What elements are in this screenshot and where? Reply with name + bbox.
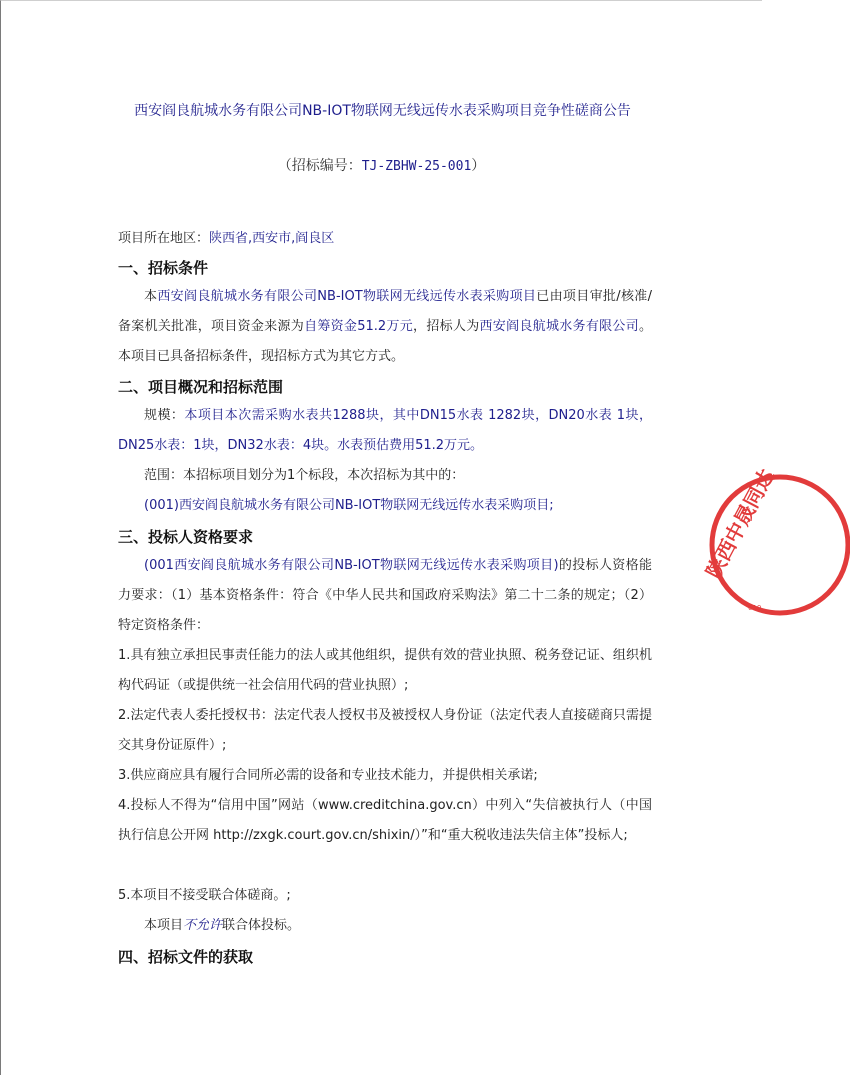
section-1-paragraph	[118, 282, 652, 372]
s3-intro-text: 的投标人资格能力要求：（1）基本资格条件：符合《中华人民共和国政府采购法》第二十二条的规定；（2）特定资格条件：	[118, 558, 652, 633]
s1-text-a: 本	[144, 289, 158, 304]
seal-icon	[700, 460, 850, 630]
section-2-range: 范围：本招标项目划分为1个标段，本次招标为其中的：	[144, 468, 465, 483]
joint-bid-line	[118, 911, 652, 941]
region-label: 项目所在地区：	[118, 231, 210, 246]
bid-code-prefix: （招标编号：	[277, 158, 362, 174]
s1-text-c: 已由项目审批/核准/备案机关批准，项目资金来源为	[118, 289, 652, 334]
company-seal	[700, 460, 779, 630]
joint-c: 联合体投标。	[222, 918, 301, 933]
section-3-intro	[118, 551, 652, 641]
scale-label: 规模：	[144, 408, 185, 423]
s1-tenderer: 西安阎良航城水务有限公司	[479, 319, 639, 334]
section-heading-4: 四、招标文件的获取	[118, 948, 254, 966]
s1-funding: 自筹资金51.2万元	[304, 319, 414, 334]
s3-intro-project: (001西安阎良航城水务有限公司NB-IOT物联网无线远传水表采购项目)	[144, 558, 559, 573]
bid-code-suffix: ）	[471, 158, 486, 174]
s1-text-e: ，招标人为	[413, 319, 480, 334]
bid-code-line	[0, 155, 763, 175]
s1-project-name: 西安阎良航城水务有限公司NB-IOT物联网无线远传水表采购项目	[157, 289, 537, 304]
scale-text: 本项目本次需采购水表共1288块，其中DN15水表 1282块，DN20水表 1块，DN25水表：1块，DN32水表：4块。水表预估费用51.2万元。	[118, 408, 652, 453]
project-region	[118, 227, 334, 246]
section-2-scale	[118, 401, 652, 461]
section-heading-1: 一、招标条件	[118, 259, 209, 277]
section-2-lot: (001)西安阎良航城水务有限公司NB-IOT物联网无线远传水表采购项目;	[144, 498, 554, 513]
qualification-item-2: 2.法定代表人委托授权书：法定代表人授权书及被授权人身份证（法定代表人直接磋商只需提交其身份证原件）;	[118, 708, 652, 753]
section-heading-3: 三、投标人资格要求	[118, 528, 254, 546]
bid-code: TJ-ZBHW-25-001	[361, 159, 472, 174]
qualification-item-5: 5.本项目不接受联合体磋商。;	[118, 888, 291, 903]
joint-a: 本项目	[144, 918, 184, 933]
qualification-item-3: 3.供应商应具有履行合同所必需的设备和专业技术能力，并提供相关承诺;	[118, 768, 538, 783]
qualification-item-1: 1.具有独立承担民事责任能力的法人或其他组织，提供有效的营业执照、税务登记证、组织机构代码证（或提供统一社会信用代码的营业执照）;	[118, 648, 652, 693]
s1-text-g: 。本项目已具备招标条件，现招标方式为其它方式。	[118, 319, 652, 364]
seal-number: 610	[748, 604, 762, 612]
section-heading-2: 二、项目概况和招标范围	[118, 378, 284, 396]
qualification-item-4: 4.投标人不得为“信用中国”网站（www.creditchina.gov.cn）中列入“失信被执行人（中国执行信息公开网 http://zxgk.court.gov.cn/shixin/）”和“重大税收违法失信主体”投标人;	[118, 798, 652, 843]
page-title: 西安阎良航城水务有限公司NB-IOT物联网无线远传水表采购项目竞争性磋商公告	[134, 103, 631, 119]
seal-text: 陕西中晟同达	[701, 465, 779, 583]
joint-not-allowed: 不允许	[183, 918, 223, 933]
region-value: 陕西省,西安市,阎良区	[209, 231, 335, 246]
